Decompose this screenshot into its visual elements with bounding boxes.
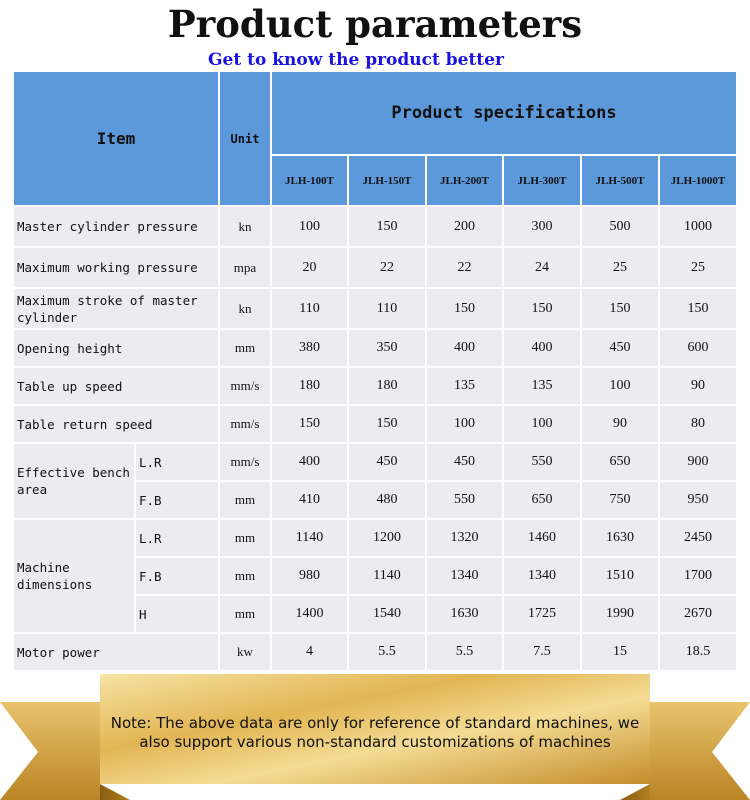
table-row [13, 367, 737, 405]
row-unit: kn [219, 288, 271, 329]
cell-value: 380 [271, 329, 348, 367]
cell-value: 20 [271, 247, 348, 288]
note-line-2: also support various non-standard customizations of machines [139, 733, 611, 751]
cell-value: 1000 [659, 206, 737, 247]
cell-value: 5.5 [348, 633, 426, 671]
cell-value: 480 [348, 481, 426, 519]
page-subtitle: Get to know the product better [208, 50, 504, 70]
table-header-row [13, 71, 737, 155]
row-label: Effective bench area [13, 443, 135, 519]
row-label: Maximum stroke of master cylinder [13, 288, 219, 329]
model-header: JLH-500T [581, 155, 659, 206]
table-row [13, 519, 737, 557]
cell-value: 1630 [581, 519, 659, 557]
cell-value: 1400 [271, 595, 348, 633]
unit-header: Unit [219, 71, 271, 206]
cell-value: 400 [426, 329, 503, 367]
ribbon-left-fold [100, 784, 130, 800]
spec-header: Product specifications [271, 71, 737, 155]
cell-value: 650 [581, 443, 659, 481]
cell-value: 1510 [581, 557, 659, 595]
cell-value: 150 [659, 288, 737, 329]
model-header: JLH-150T [348, 155, 426, 206]
row-label: Opening height [13, 329, 219, 367]
row-unit: mm [219, 481, 271, 519]
cell-value: 5.5 [426, 633, 503, 671]
cell-value: 135 [503, 367, 581, 405]
row-unit: mm [219, 519, 271, 557]
row-unit: mm [219, 329, 271, 367]
sub-label: L.R [135, 443, 219, 481]
cell-value: 100 [581, 367, 659, 405]
cell-value: 150 [426, 288, 503, 329]
cell-value: 180 [348, 367, 426, 405]
cell-value: 950 [659, 481, 737, 519]
cell-value: 400 [271, 443, 348, 481]
cell-value: 150 [348, 206, 426, 247]
cell-value: 7.5 [503, 633, 581, 671]
cell-value: 100 [426, 405, 503, 443]
table-row [13, 288, 737, 329]
cell-value: 25 [659, 247, 737, 288]
row-label: Machine dimensions [13, 519, 135, 633]
row-label: Motor power [13, 633, 219, 671]
cell-value: 650 [503, 481, 581, 519]
item-header: Item [13, 71, 219, 206]
table-row [13, 443, 737, 481]
row-unit: mm/s [219, 405, 271, 443]
cell-value: 100 [503, 405, 581, 443]
cell-value: 450 [581, 329, 659, 367]
row-unit: mm [219, 595, 271, 633]
cell-value: 1540 [348, 595, 426, 633]
row-unit: mm [219, 557, 271, 595]
row-unit: mm/s [219, 443, 271, 481]
row-unit: mpa [219, 247, 271, 288]
spec-table-container [12, 70, 736, 670]
cell-value: 500 [581, 206, 659, 247]
row-label: Table up speed [13, 367, 219, 405]
row-label: Master cylinder pressure [13, 206, 219, 247]
cell-value: 150 [348, 405, 426, 443]
cell-value: 410 [271, 481, 348, 519]
cell-value: 1320 [426, 519, 503, 557]
model-header: JLH-200T [426, 155, 503, 206]
cell-value: 1140 [271, 519, 348, 557]
cell-value: 2670 [659, 595, 737, 633]
cell-value: 90 [659, 367, 737, 405]
cell-value: 550 [503, 443, 581, 481]
cell-value: 750 [581, 481, 659, 519]
cell-value: 1340 [503, 557, 581, 595]
cell-value: 22 [426, 247, 503, 288]
model-header: JLH-300T [503, 155, 581, 206]
model-header: JLH-1000T [659, 155, 737, 206]
model-header: JLH-100T [271, 155, 348, 206]
cell-value: 350 [348, 329, 426, 367]
cell-value: 1725 [503, 595, 581, 633]
table-row [13, 329, 737, 367]
cell-value: 180 [271, 367, 348, 405]
cell-value: 1700 [659, 557, 737, 595]
cell-value: 450 [348, 443, 426, 481]
cell-value: 980 [271, 557, 348, 595]
cell-value: 150 [581, 288, 659, 329]
cell-value: 110 [348, 288, 426, 329]
cell-value: 1990 [581, 595, 659, 633]
sub-label: L.R [135, 519, 219, 557]
cell-value: 150 [271, 405, 348, 443]
cell-value: 150 [503, 288, 581, 329]
row-unit: mm/s [219, 367, 271, 405]
cell-value: 80 [659, 405, 737, 443]
note-line-1: Note: The above data are only for reference of standard machines, we [110, 714, 640, 732]
sub-label: F.B [135, 557, 219, 595]
row-label: Maximum working pressure [13, 247, 219, 288]
cell-value: 1630 [426, 595, 503, 633]
table-row [13, 206, 737, 247]
sub-label: H [135, 595, 219, 633]
cell-value: 24 [503, 247, 581, 288]
ribbon-right-fold [620, 784, 650, 800]
cell-value: 400 [503, 329, 581, 367]
cell-value: 25 [581, 247, 659, 288]
table-row [13, 633, 737, 671]
cell-value: 22 [348, 247, 426, 288]
row-unit: kn [219, 206, 271, 247]
row-unit: kw [219, 633, 271, 671]
cell-value: 1140 [348, 557, 426, 595]
cell-value: 4 [271, 633, 348, 671]
cell-value: 135 [426, 367, 503, 405]
cell-value: 18.5 [659, 633, 737, 671]
spec-table [12, 70, 738, 672]
cell-value: 200 [426, 206, 503, 247]
cell-value: 900 [659, 443, 737, 481]
sub-label: F.B [135, 481, 219, 519]
cell-value: 1200 [348, 519, 426, 557]
cell-value: 90 [581, 405, 659, 443]
row-label: Table return speed [13, 405, 219, 443]
cell-value: 110 [271, 288, 348, 329]
cell-value: 600 [659, 329, 737, 367]
cell-value: 550 [426, 481, 503, 519]
cell-value: 100 [271, 206, 348, 247]
cell-value: 300 [503, 206, 581, 247]
table-row [13, 247, 737, 288]
footer-note [0, 714, 750, 752]
cell-value: 1460 [503, 519, 581, 557]
cell-value: 2450 [659, 519, 737, 557]
cell-value: 450 [426, 443, 503, 481]
cell-value: 1340 [426, 557, 503, 595]
page-title: Product parameters [167, 2, 583, 46]
cell-value: 15 [581, 633, 659, 671]
table-row [13, 405, 737, 443]
